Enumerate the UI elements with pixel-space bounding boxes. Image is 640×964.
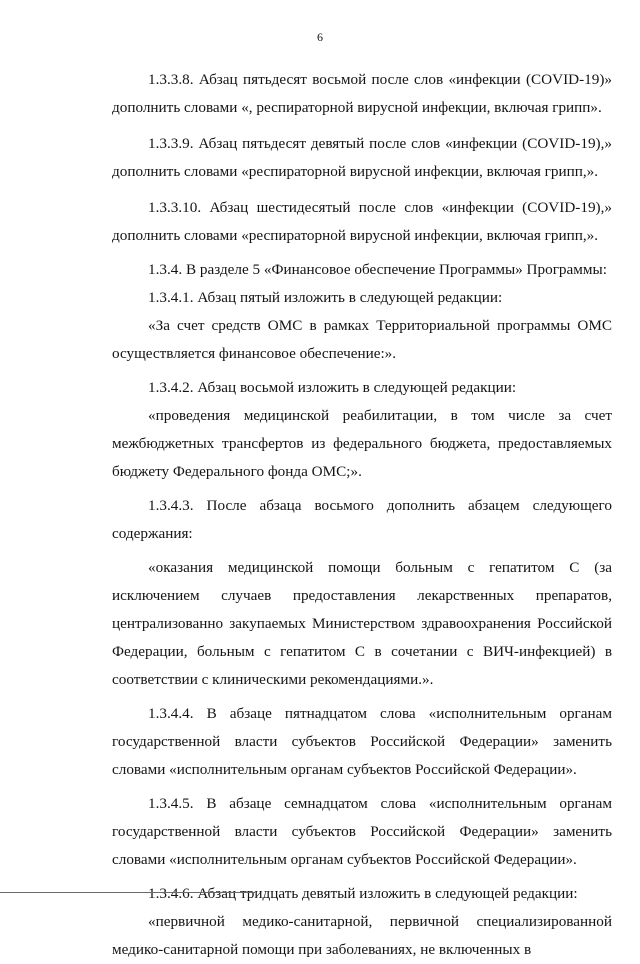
paragraph-1-3-3-9: 1.3.3.9. Абзац пятьдесят девятый после слов «инфекции (COVID-19),» дополнить словами «респираторной вирусной инфекции, включая грипп,». (112, 135, 612, 180)
paragraph-1-3-3-8: 1.3.3.8. Абзац пятьдесят восьмой после слов «инфекции (COVID-19)» дополнить словами «, респираторной вирусной инфекции, включая грипп». (112, 71, 612, 116)
paragraph-1-3-4-5: 1.3.4.5. В абзаце семнадцатом слова «исполнительным органам государственной власти субъектов Российской Федерации» заменить словами «исполнительным органам субъектов Российской Федерации». (112, 795, 612, 868)
quote-paragraph-4: «первичной медико-санитарной, первичной специализированной медико-санитарной помощи при заболеваниях, не включенных в (112, 913, 612, 958)
page-number: 6 (317, 30, 323, 44)
document-body (112, 66, 612, 964)
paragraph-1-3-4-1: 1.3.4.1. Абзац пятый изложить в следующей редакции: (148, 289, 503, 306)
quote-paragraph-2: «проведения медицинской реабилитации, в том числе за счет межбюджетных трансфертов из федерального бюджета, предоставляемых бюджету Федерального фонда ОМС;». (112, 407, 612, 480)
paragraph-1-3-4-3: 1.3.4.3. После абзаца восьмого дополнить абзацем следующего содержания: (112, 497, 612, 542)
paragraph-1-3-4: 1.3.4. В разделе 5 «Финансовое обеспечение Программы» Программы: (148, 261, 607, 278)
paragraph-1-3-4-2: 1.3.4.2. Абзац восьмой изложить в следующей редакции: (148, 379, 517, 396)
quote-paragraph-1: «За счет средств ОМС в рамках Территориальной программы ОМС осуществляется финансовое обеспечение:». (112, 317, 612, 362)
paragraph-1-3-4-4: 1.3.4.4. В абзаце пятнадцатом слова «исполнительным органам государственной власти субъектов Российской Федерации» заменить словами «исполнительным органам субъектов Российской Федерации». (112, 705, 612, 778)
paragraph-1-3-4-6: 1.3.4.6. Абзац тридцать девятый изложить в следующей редакции: (148, 885, 578, 902)
footnote-separator-line (0, 892, 255, 893)
paragraph-1-3-3-10: 1.3.3.10. Абзац шестидесятый после слов «инфекции (COVID-19),» дополнить словами «респираторной вирусной инфекции, включая грипп,». (112, 199, 612, 244)
quote-paragraph-3: «оказания медицинской помощи больным с гепатитом С (за исключением случаев предоставления лекарственных препаратов, централизованно закупаемых Министерством здравоохранения Российской Федерации, больным с гепатитом С в сочетании с ВИЧ-инфекцией) в соответствии с клиническими рекомендациями.». (112, 559, 612, 688)
